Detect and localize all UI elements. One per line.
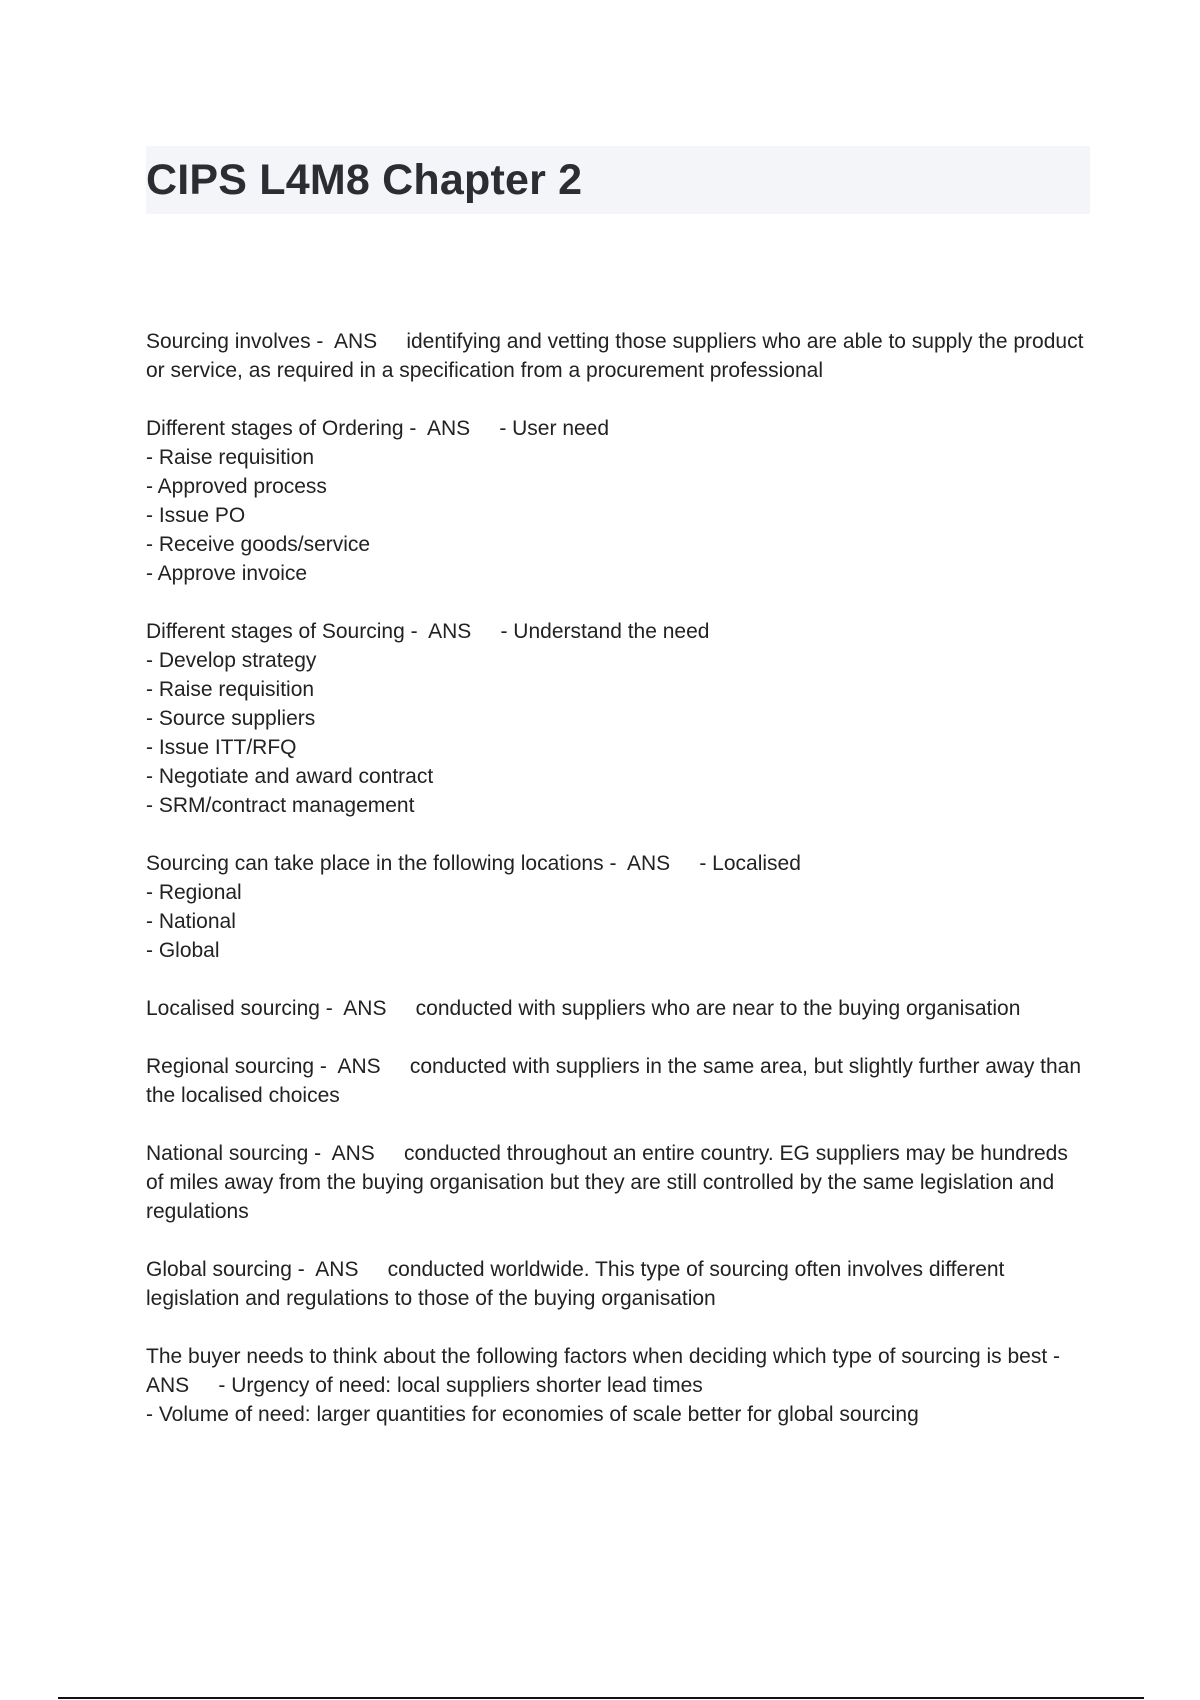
answer-separator: ANS bbox=[426, 417, 494, 440]
answer-separator: ANS bbox=[331, 1142, 399, 1165]
answer-list-item: - Global bbox=[146, 939, 220, 962]
answer-list-item: - SRM/contract management bbox=[146, 794, 415, 817]
answer-text: conducted worldwide. This type of sourcing often involves different legislation and regulations to those of the buying organisation bbox=[146, 1258, 1011, 1310]
answer-list-item: - Volume of need: larger quantities for economies of scale better for global sourcing bbox=[146, 1403, 919, 1426]
answer-text: - Urgency of need: local suppliers shorter lead times bbox=[218, 1374, 703, 1397]
question-text: Global sourcing - bbox=[146, 1258, 311, 1281]
qa-entry bbox=[146, 1052, 1090, 1110]
answer-text: - Localised bbox=[699, 852, 801, 875]
question-text: Sourcing can take place in the following locations - bbox=[146, 852, 623, 875]
answer-separator: ANS bbox=[337, 1055, 404, 1078]
answer-list bbox=[146, 646, 1090, 820]
answer-list-item: - Negotiate and award contract bbox=[146, 765, 434, 788]
question-text: National sourcing - bbox=[146, 1142, 327, 1165]
answer-separator: ANS bbox=[428, 620, 495, 643]
answer-separator: ANS bbox=[626, 852, 694, 875]
qa-entry bbox=[146, 994, 1090, 1023]
answer-list-item: - Approved process bbox=[146, 475, 327, 498]
answer-text: - User need bbox=[499, 417, 610, 440]
question-text: Localised sourcing - bbox=[146, 997, 339, 1020]
answer-text: - Understand the need bbox=[500, 620, 710, 643]
answer-list-item: - Source suppliers bbox=[146, 707, 316, 730]
answer-list-item: - Issue PO bbox=[146, 504, 246, 527]
answer-list-item: - Raise requisition bbox=[146, 446, 315, 469]
answer-text: conducted with suppliers in the same area, but slightly further away than the localised choices bbox=[146, 1055, 1087, 1107]
qa-entry bbox=[146, 1342, 1090, 1429]
qa-entry bbox=[146, 849, 1090, 965]
page-title: CIPS L4M8 Chapter 2 bbox=[146, 156, 583, 204]
question-text: Regional sourcing - bbox=[146, 1055, 333, 1078]
answer-separator: ANS bbox=[343, 997, 410, 1020]
question-text: Sourcing involves - bbox=[146, 330, 330, 353]
answer-separator: ANS bbox=[315, 1258, 382, 1281]
answer-list-item: - Issue ITT/RFQ bbox=[146, 736, 297, 759]
qa-list bbox=[146, 327, 1090, 1458]
answer-separator: ANS bbox=[146, 1374, 213, 1397]
qa-entry bbox=[146, 617, 1090, 820]
qa-entry bbox=[146, 414, 1090, 588]
qa-entry bbox=[146, 1139, 1090, 1226]
question-text: Different stages of Sourcing - bbox=[146, 620, 424, 643]
question-text: Different stages of Ordering - bbox=[146, 417, 423, 440]
answer-list bbox=[146, 443, 1090, 588]
answer-text: identifying and vetting those suppliers who are able to supply the product or service, as required in a specification from a procurement professional bbox=[146, 330, 1090, 382]
answer-list-item: - Develop strategy bbox=[146, 649, 317, 672]
answer-text: conducted throughout an entire country. EG suppliers may be hundreds of miles away from the buying organisation but they are still controlled by the same legislation and regulations bbox=[146, 1142, 1074, 1223]
question-text: The buyer needs to think about the following factors when deciding which type of sourcing is best - bbox=[146, 1345, 1066, 1368]
qa-entry bbox=[146, 1255, 1090, 1313]
footer-divider bbox=[58, 1697, 1144, 1699]
answer-list-item: - Receive goods/service bbox=[146, 533, 371, 556]
answer-list bbox=[146, 878, 1090, 965]
answer-text: conducted with suppliers who are near to the buying organisation bbox=[415, 997, 1021, 1020]
answer-list-item: - Regional bbox=[146, 881, 242, 904]
answer-list-item: - Raise requisition bbox=[146, 678, 315, 701]
answer-list-item: - National bbox=[146, 910, 236, 933]
answer-list-item: - Approve invoice bbox=[146, 562, 308, 585]
qa-entry bbox=[146, 327, 1090, 385]
answer-separator: ANS bbox=[333, 330, 401, 353]
answer-list bbox=[146, 1400, 1090, 1429]
